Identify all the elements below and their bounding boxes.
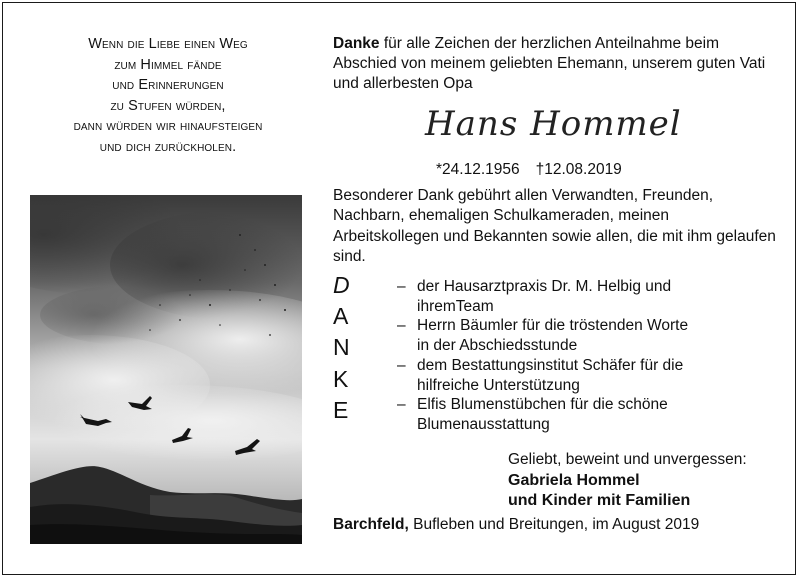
list-item-line: Herrn Bäumler für die tröstenden Worte [417,317,689,335]
list-item [397,277,787,316]
danke-letter: E [333,396,349,423]
life-dates [436,161,622,179]
list-dash: – [397,356,406,374]
birth-date: *24.12.1956 [436,161,520,178]
danke-letter: N [333,334,350,361]
list-item [397,356,787,395]
poem-line: zu Stufen würden, [110,97,226,114]
closing-block [508,450,778,512]
place-rest: Bufleben und Breitungen, im August 2019 [408,516,700,533]
poem-line: zum Himmel fände [114,56,222,73]
danke-letter: D [333,272,350,298]
thanks-paragraph: Besonderer Dank gebührt allen Verwandten, Freunden, Nachbarn, ehemaligen Schulkameraden, meinen Arbeitskollegen und Bekannten sowie allen, die mit ihm gelaufen sind. [333,187,776,266]
list-dash: – [397,317,406,335]
family-name: Gabriela Hommel [508,471,640,489]
poem-line: Wenn die Liebe einen Weg [88,36,248,52]
list-item-line: ihremTeam [417,297,494,315]
closing-line: Geliebt, beweint und unvergessen: [508,451,747,468]
list-dash: – [397,278,406,295]
family-members: und Kinder mit Familien [508,492,691,509]
geese-sky-image [30,195,302,544]
list-item [397,395,787,434]
danke-vertical [333,270,357,426]
poem-line: und Erinnerungen [112,77,224,94]
danke-letter: A [333,303,349,330]
intro-text: für alle Zeichen der herzlichen Anteilnahme beim Abschied von meinem geliebten Ehemann, unserem guten Vati und allerbesten Opa [333,35,766,92]
place-date-line [333,516,783,534]
list-item-line: hilfreiche Unterstützung [417,376,580,394]
place-city: Barchfeld, [333,516,409,533]
list-item-line: Blumenausstattung [417,415,550,433]
danke-letter: K [333,365,349,392]
thanks-list [397,277,787,435]
intro-lead: Danke [333,35,380,52]
list-item-line: in der Abschiedsstunde [417,337,578,355]
death-date: †12.08.2019 [535,161,622,178]
list-item [397,316,787,355]
list-item-line: dem Bestattungsinstitut Schäfer für die [417,356,684,374]
list-dash: – [397,396,406,414]
list-item-line: Elfis Blumenstübchen für die schöne [417,396,668,414]
poem-line: dann würden wir hinaufsteigen [73,118,263,135]
list-item-line: der Hausarztpraxis Dr. M. Helbig und [417,278,672,295]
intro-paragraph [333,34,778,93]
poem [18,34,318,158]
deceased-name: Hans Hommel [425,104,682,144]
poem-line: und dich zurückholen. [99,138,237,155]
geese-sky-photo [30,195,302,544]
